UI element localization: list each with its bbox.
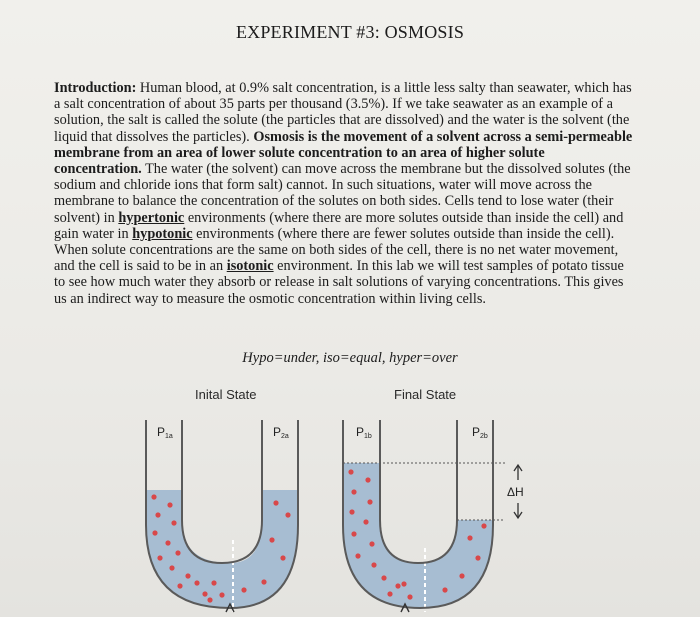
intro-lead: Introduction:	[54, 80, 137, 96]
label-p2b: P2b	[472, 425, 488, 440]
term-hypotonic: hypotonic	[132, 225, 193, 242]
intro-text-5: environment. In this lab we will test samples of potato tissue to see how much water they absorb or release in salt solutions of varying concentrations. This gives us an indirect way to measure the osmotic concentration within living cells.	[54, 258, 624, 307]
final-solution-left	[340, 463, 385, 617]
term-hypertonic: hypertonic	[118, 209, 185, 226]
delta-h-indicator	[507, 465, 524, 518]
delta-h-label: ΔH	[507, 485, 524, 499]
final-tube-inner-wall	[380, 420, 457, 563]
label-p1b: P1b	[356, 425, 372, 440]
intro-text-1: Human blood, at 0.9% salt concentration, is a little less salty than seawater, which has a salt concentration of about 35 parts per thousand (3.5%). If we take seawater as an example of a solution, the salt is called the solute (the particles that are dissolved) and the water is the solvent (the liquid that dissolves the particles).	[54, 80, 632, 145]
term-isotonic: isotonic	[226, 258, 274, 275]
label-p1a: P1a	[157, 425, 173, 440]
initial-state-label: Inital State	[195, 387, 257, 402]
document-title: EXPERIMENT #3: OSMOSIS	[235, 22, 465, 42]
label-p2a: P2a	[273, 425, 289, 440]
final-u-tube	[340, 420, 505, 617]
initial-solution	[140, 490, 305, 617]
osmosis-definition: Osmosis is the movement of a solvent across a semi-permeable membrane from an area of lower solute concentration to an area of higher solute concentration.	[54, 128, 633, 178]
final-state-label: Final State	[394, 387, 457, 402]
final-solution-right	[380, 520, 500, 617]
initial-tube-inner-wall	[182, 420, 262, 563]
intro-text-4: environments (where there are fewer solutes outside than inside the cell). When solute concentrations are the same on both sides of the cell, there is no net water movement, and the cell is said to be in an	[54, 225, 619, 275]
tonicity-caption: Hypo=under, iso=equal, hyper=over	[242, 350, 458, 366]
initial-u-tube	[140, 420, 305, 617]
intro-text-3: environments (where there are more solutes outside than inside the cell) and gain water in	[54, 209, 624, 242]
intro-text-2: The water (the solvent) can move across the membrane but the dissolved solutes (the sodium and chloride ions that form salt) cannot. In such situations, water will move across the membrane to balance the concentration of the solutes on both sides. Cells tend to lose water (their solvent) in	[54, 161, 631, 226]
